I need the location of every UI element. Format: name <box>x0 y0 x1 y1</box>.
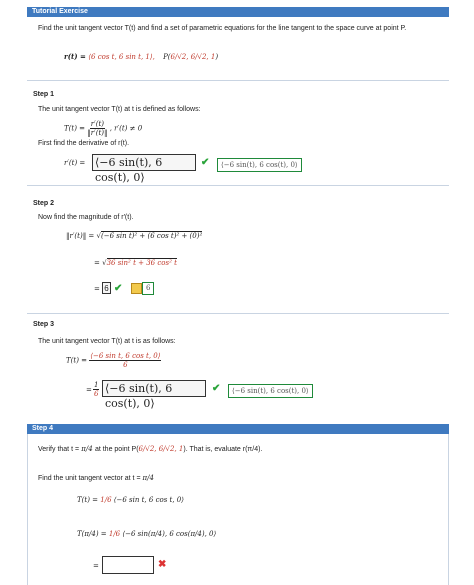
mag-eq2: = <box>94 259 100 267</box>
mag-sqrt: (−6 sin t)² + (6 cos t)² + (0)² <box>101 232 203 240</box>
step3-coef-num: 1 <box>94 381 99 389</box>
step3-correct-answer: ⟨−6 sin(t), 6 cos(t), 0⟩ <box>228 384 313 398</box>
step1-intro: The unit tangent vector T(t) at t is defined as follows: <box>38 106 201 113</box>
point-close: ) <box>215 53 219 61</box>
mag-sqrt2: 36 sin² t + 36 cos² t <box>106 259 177 267</box>
hint-icon[interactable] <box>131 283 142 294</box>
point-value: 6/√2, 6/√2, 1 <box>170 53 216 61</box>
step3-lhs: T(t) = <box>66 356 88 365</box>
magnitude-answer-input[interactable]: 6 <box>102 282 111 294</box>
tpi-expr <box>77 530 216 538</box>
deriv-lhs: r′(t) = <box>64 159 86 167</box>
final-eq: = <box>93 562 99 570</box>
verify-point: 6/√2, 6/√2, 1 <box>138 445 184 453</box>
tpi-coef: 1/6 <box>108 530 121 538</box>
tt-vec: ⟨−6 sin t, 6 cos t, 0⟩ <box>113 496 184 504</box>
step3-eq: = <box>86 386 92 394</box>
deriv-text: First find the derivative of r(t). <box>38 140 130 147</box>
step3-intro: The unit tangent vector T(t) at t is as follows: <box>38 338 176 345</box>
tutorial-header: Tutorial Exercise <box>27 7 449 17</box>
step3-num: ⟨−6 sin t, 6 cos t, 0⟩ <box>90 352 161 360</box>
cross-icon: ✖ <box>158 559 167 570</box>
tpi-lhs: T(π/4) = <box>77 530 107 538</box>
find-line <box>38 474 154 482</box>
tpi-vec: ⟨−6 sin(π/4), 6 cos(π/4), 0⟩ <box>122 530 217 538</box>
def-lhs: T(t) = <box>64 124 86 133</box>
tt-expr <box>77 496 184 504</box>
find-text: Find the unit tangent vector at t = <box>38 475 141 482</box>
deriv-answer-input[interactable]: ⟨−6 sin(t), 6 cos(t), 0⟩ <box>92 154 196 171</box>
step3-coef-den: 6 <box>94 390 99 398</box>
step1-title: Step 1 <box>33 91 55 98</box>
magnitude-correct-answer: 6 <box>142 282 154 295</box>
r-function <box>64 52 218 61</box>
step2-intro: Now find the magnitude of r′(t). <box>38 214 134 221</box>
verify-text: Verify that t = <box>38 446 80 453</box>
final-answer-input[interactable] <box>102 556 154 574</box>
step2-title: Step 2 <box>33 200 55 207</box>
verify-t: π/4 <box>81 445 93 453</box>
divider <box>27 313 449 314</box>
check-icon: ✔ <box>114 283 123 294</box>
def-fraction <box>87 120 107 137</box>
step4-title: Step 4 <box>27 424 449 434</box>
check-icon: ✔ <box>212 383 221 394</box>
r-value: ⟨6 cos t, 6 sin t, 1⟩, <box>88 53 155 61</box>
tt-coef: 1/6 <box>100 496 112 504</box>
def-den: ‖r′(t)‖ <box>87 129 108 137</box>
problem-text: Find the unit tangent vector T(t) and find a set of parametric equations for the line tangent to the space curve at point P. <box>38 25 407 32</box>
step3-expr <box>66 352 161 369</box>
r-label: r(t) = <box>64 52 89 61</box>
check-icon: ✔ <box>201 157 210 168</box>
verify-end: ). That is, evaluate r(π/4). <box>183 446 263 453</box>
divider <box>27 185 449 186</box>
verify-mid: at the point P( <box>94 446 139 453</box>
step3-title: Step 3 <box>33 321 55 328</box>
def-num: r′(t) <box>90 120 104 128</box>
find-t: π/4 <box>142 474 154 482</box>
step3-fraction <box>89 352 161 369</box>
step3-answer-input[interactable]: ⟨−6 sin(t), 6 cos(t), 0⟩ <box>102 380 206 397</box>
tt-lhs: T(t) = <box>77 496 99 504</box>
verify-line <box>38 445 262 453</box>
point-label: P( <box>163 53 171 61</box>
def-cond: , r′(t) ≠ 0 <box>109 124 143 133</box>
step3-den: 6 <box>123 361 128 369</box>
step3-coef <box>93 381 99 398</box>
mag-eq3: = <box>94 285 100 293</box>
magnitude-expr2: = √36 sin² t + 36 cos² t <box>94 259 177 267</box>
magnitude-expr: ‖r′(t)‖ = √(−6 sin t)² + (6 cos t)² + (0)² <box>66 232 203 240</box>
unit-tangent-definition <box>64 120 142 137</box>
mag-lhs: ‖r′(t)‖ = <box>66 232 95 240</box>
divider <box>27 80 449 81</box>
deriv-correct-answer: ⟨−6 sin(t), 6 cos(t), 0⟩ <box>217 158 302 172</box>
